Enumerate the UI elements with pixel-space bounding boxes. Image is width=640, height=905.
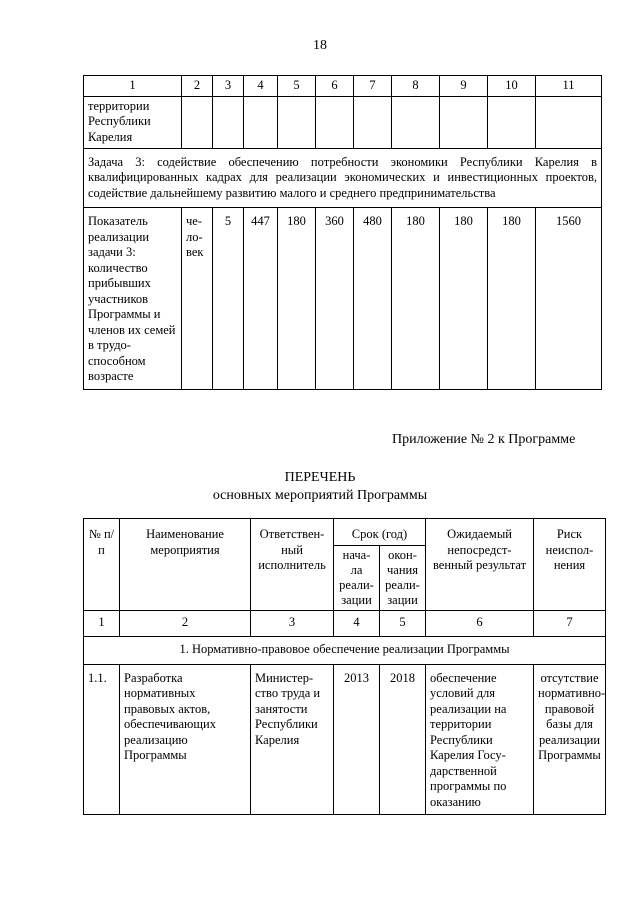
row-result: обеспечение условий для реализации на территории Республики Карелия Госу-дарственной программы по оказанию [426, 664, 534, 814]
territory-cell: территории Республики Карелия [84, 96, 182, 148]
indicator-value: 360 [316, 208, 354, 390]
task-row [84, 148, 602, 208]
indicators-table [83, 75, 602, 390]
section-row [84, 636, 606, 664]
row-responsible: Министер-ство труда и занятости Республики Карелия [251, 664, 334, 814]
row-end: 2018 [380, 664, 426, 814]
table-row [84, 96, 602, 148]
document-title [0, 469, 640, 505]
header-cell: 2 [182, 76, 213, 97]
header-risk: Риск неиспол-нения [534, 519, 606, 611]
indicator-value: 180 [392, 208, 440, 390]
row-risk: отсутствие нормативно-правовой базы для реализации Программы [534, 664, 606, 814]
title-line-2: основных мероприятий Программы [212, 488, 428, 503]
header-cell: 11 [536, 76, 602, 97]
header-num: № п/п [84, 519, 120, 611]
header-cell: 7 [354, 76, 392, 97]
header-cell: 6 [316, 76, 354, 97]
header-start: нача-ла реали-зации [334, 545, 380, 610]
col-number: 2 [120, 610, 251, 636]
col-number: 5 [380, 610, 426, 636]
indicator-value: 5 [213, 208, 244, 390]
indicator-value: 180 [278, 208, 316, 390]
indicator-value: 1560 [536, 208, 602, 390]
header-cell: 9 [440, 76, 488, 97]
table-header-row [84, 519, 606, 546]
column-numbers-row [84, 610, 606, 636]
measures-table [83, 518, 606, 815]
indicator-unit: че- ло- век [182, 208, 213, 390]
header-cell: 8 [392, 76, 440, 97]
indicator-name: Показатель реализации задачи 3: количество прибывших участников Программы и членов их семей в трудо-способном возрасте [84, 208, 182, 390]
header-cell: 10 [488, 76, 536, 97]
header-term: Срок (год) [334, 519, 426, 546]
header-cell: 4 [244, 76, 278, 97]
col-number: 1 [84, 610, 120, 636]
appendix-label: Приложение № 2 к Программе [392, 432, 576, 447]
row-start: 2013 [334, 664, 380, 814]
indicator-value: 447 [244, 208, 278, 390]
header-responsible: Ответствен-ный исполнитель [251, 519, 334, 611]
header-end: окон-чания реали-зации [380, 545, 426, 610]
header-name: Наименование мероприятия [120, 519, 251, 611]
table-row [84, 664, 606, 814]
col-number: 3 [251, 610, 334, 636]
section-title: 1. Нормативно-правовое обеспечение реализации Программы [84, 636, 606, 664]
col-number: 6 [426, 610, 534, 636]
indicator-value: 480 [354, 208, 392, 390]
col-number: 7 [534, 610, 606, 636]
indicator-value: 180 [440, 208, 488, 390]
task3-text: Задача 3: содействие обеспечению потребности экономики Республики Карелия в квалифицированных кадрах для реализации экономических и инвестиционных проектов, содействие дальнейшему развитию малого и среднего предпринимательства [84, 148, 602, 208]
col-number: 4 [334, 610, 380, 636]
indicator-row [84, 208, 602, 390]
header-cell: 1 [84, 76, 182, 97]
header-result: Ожидаемый непосредст-венный результат [426, 519, 534, 611]
table-header-row [84, 76, 602, 97]
page-number: 18 [313, 38, 327, 53]
row-num: 1.1. [84, 664, 120, 814]
header-cell: 3 [213, 76, 244, 97]
indicator-value: 180 [488, 208, 536, 390]
title-line-1: ПЕРЕЧЕНЬ [284, 470, 356, 485]
row-name: Разработка нормативных правовых актов, обеспечивающих реализацию Программы [120, 664, 251, 814]
header-cell: 5 [278, 76, 316, 97]
